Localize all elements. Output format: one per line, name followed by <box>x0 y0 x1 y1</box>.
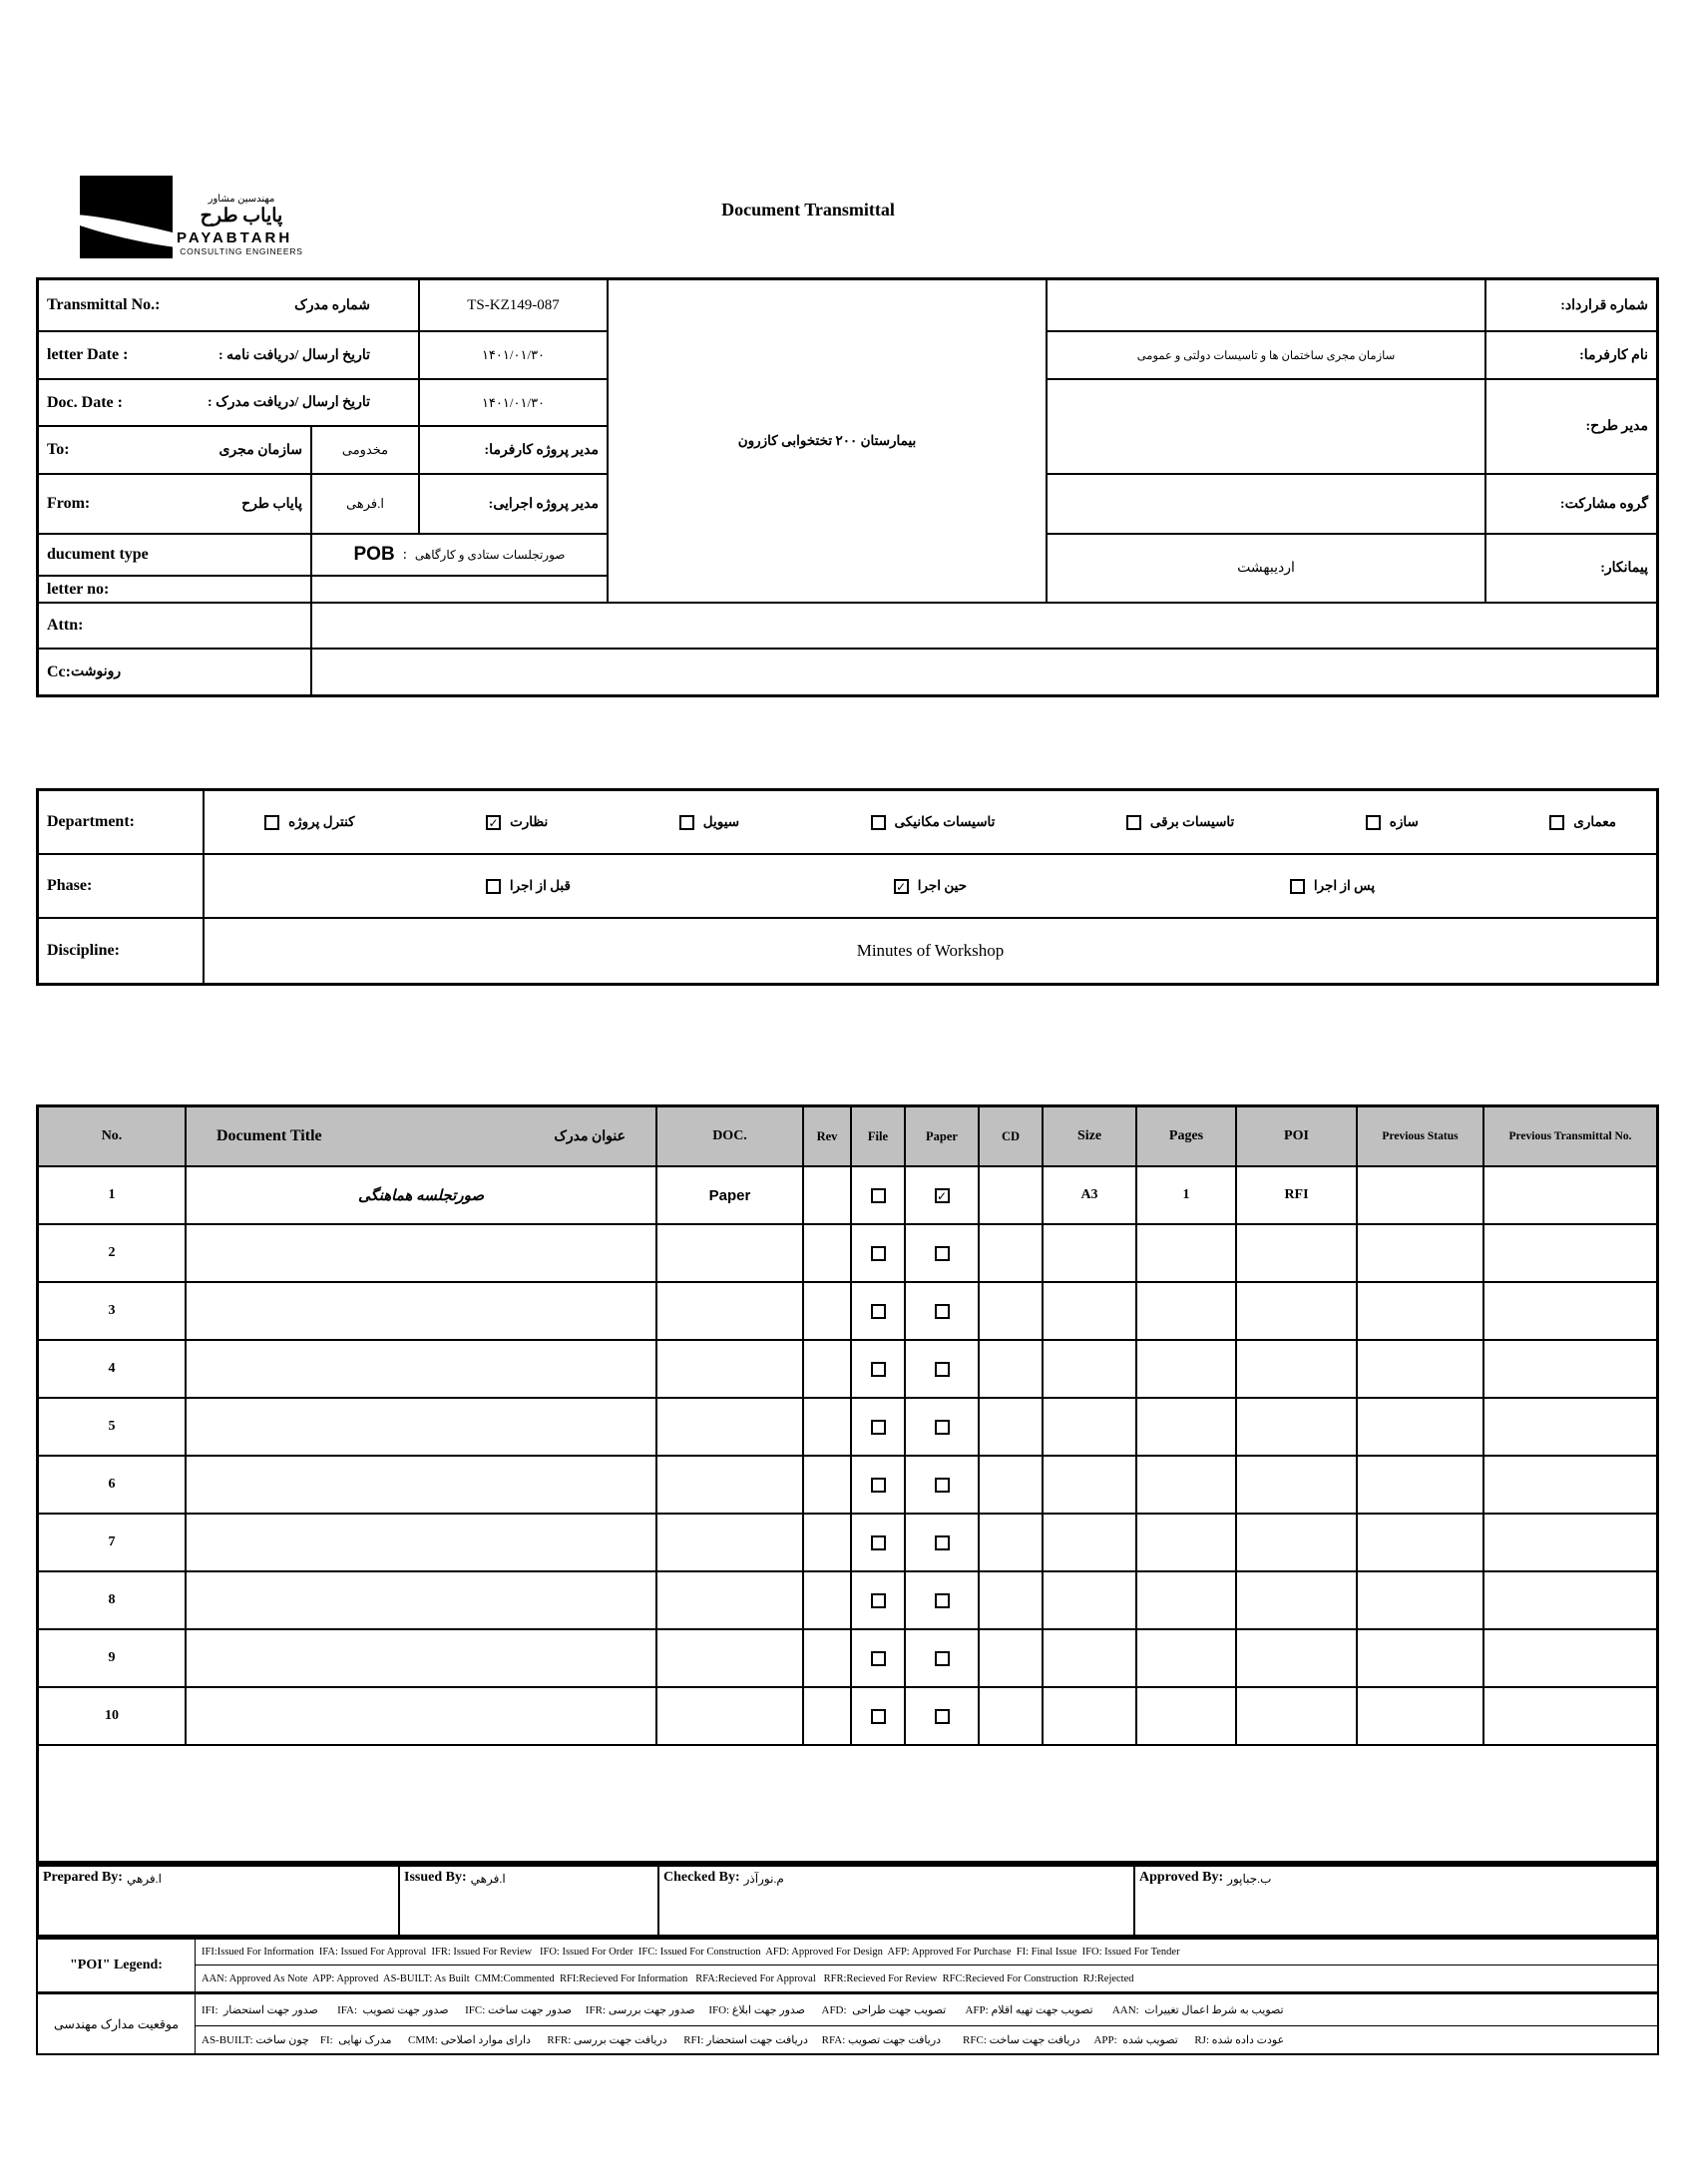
department-label: Department: <box>39 791 203 853</box>
doc-type-label: ducument type <box>39 535 310 575</box>
file-checkbox-icon[interactable] <box>871 1246 886 1261</box>
row-size: A3 <box>1044 1167 1135 1223</box>
row-paper-cell <box>906 1341 978 1397</box>
prepared-by-name: ا.فرهي <box>126 1872 163 1886</box>
dept-electrical[interactable]: تاسيسات برقی <box>1126 814 1234 830</box>
row-size <box>1044 1399 1135 1455</box>
contractor-value: ارديبهشت <box>1048 535 1484 602</box>
poi-legend-fa-row2: AS-BUILT: چون ساخت FI: مدرک نهايی CMM: دارای موارد اصلاحی RFR: دريافت جهت بررسی RFI: دريافت جهت استحضار RFA: دريافت جهت تصويب RFC: دريافت جهت ساخت APP: تصويب شده RJ: عودت داده شده <box>196 2026 1657 2053</box>
row-poi <box>1237 1515 1356 1570</box>
poi-legend-fa-row1: IFI: صدور جهت استحضار IFA: صدور جهت تصويب IFC: صدور جهت ساخت IFR: صدور جهت بررسی IFO: صدور جهت ابلاغ AFD: تصويب جهت طراحی AFP: تصويب جهت تهيه اقلام AAN: تصويب به شرط اعمال تغييرات <box>196 1992 1657 2025</box>
row-poi <box>1237 1688 1356 1744</box>
row-title <box>187 1457 655 1513</box>
checkbox-icon[interactable] <box>486 879 501 894</box>
client-pm-label: مدير پروژه کارفرما: <box>420 427 607 473</box>
row-file-cell <box>852 1457 904 1513</box>
row-rev <box>804 1399 850 1455</box>
row-pages <box>1137 1457 1235 1513</box>
transmittal-no-value: TS-KZ149-087 <box>420 280 607 330</box>
doc-status-label-fa: موقعيت مدارک مهندسی <box>38 1992 195 2053</box>
file-checkbox-icon[interactable] <box>871 1478 886 1493</box>
attn-value <box>312 604 1656 648</box>
paper-checkbox-icon[interactable] <box>935 1304 950 1319</box>
checkbox-icon[interactable] <box>871 815 886 830</box>
row-paper-cell <box>906 1515 978 1570</box>
dept-architecture[interactable]: معماری <box>1549 814 1616 830</box>
file-checkbox-icon[interactable] <box>871 1709 886 1724</box>
poi-legend-label: "POI" Legend: <box>38 1940 195 1991</box>
row-pages <box>1137 1399 1235 1455</box>
row-file-cell <box>852 1167 904 1223</box>
letter-date-label: letter Date : تاريخ ارسال /دريافت نامه : <box>39 332 418 378</box>
row-file-cell <box>852 1399 904 1455</box>
col-header-prev-status: Previous Status <box>1358 1107 1482 1165</box>
row-no: 10 <box>39 1688 185 1744</box>
row-cd <box>980 1457 1042 1513</box>
checkbox-icon[interactable] <box>1366 815 1381 830</box>
col-header-rev: Rev <box>804 1107 850 1165</box>
paper-checkbox-icon[interactable] <box>935 1478 950 1493</box>
row-rev <box>804 1630 850 1686</box>
row-prev-status <box>1358 1630 1482 1686</box>
paper-checkbox-icon[interactable] <box>935 1651 950 1666</box>
row-rev <box>804 1341 850 1397</box>
row-paper-cell <box>906 1688 978 1744</box>
row-file-cell <box>852 1341 904 1397</box>
row-pages <box>1137 1688 1235 1744</box>
row-no: 3 <box>39 1283 185 1339</box>
row-doc <box>657 1457 802 1513</box>
checked-by-name: م.نورآذر <box>743 1872 784 1886</box>
row-no: 7 <box>39 1515 185 1570</box>
row-no: 5 <box>39 1399 185 1455</box>
remarks-empty-row <box>39 1746 1656 1861</box>
cc-label: Cc: رونوشت <box>39 650 310 694</box>
row-prev-transmittal <box>1484 1283 1656 1339</box>
discipline-value: Minutes of Workshop <box>205 919 1656 983</box>
issued-by-name: ا.فرهي <box>470 1872 506 1886</box>
logo-en-name: PAYABTARH <box>177 229 293 246</box>
row-rev <box>804 1688 850 1744</box>
row-rev <box>804 1572 850 1628</box>
row-doc <box>657 1283 802 1339</box>
row-rev <box>804 1457 850 1513</box>
checkbox-icon[interactable] <box>679 815 694 830</box>
dept-project-control[interactable]: کنترل پروژه <box>264 814 355 830</box>
row-poi <box>1237 1572 1356 1628</box>
col-header-prev-transmittal: Previous Transmittal No. <box>1484 1107 1656 1165</box>
col-header-no: No. <box>39 1107 185 1165</box>
phase-label: Phase: <box>39 855 203 917</box>
checkbox-icon[interactable] <box>1549 815 1564 830</box>
page-title: Document Transmittal <box>721 200 895 219</box>
row-paper-cell <box>906 1225 978 1281</box>
discipline-label: Discipline: <box>39 919 203 983</box>
contract-no-label: شماره قرارداد: <box>1486 280 1656 330</box>
phase-before-execution[interactable]: قبل از اجرا <box>486 878 571 894</box>
from-person: ا.فرهی <box>312 475 418 533</box>
row-title <box>187 1688 655 1744</box>
row-size <box>1044 1225 1135 1281</box>
row-file-cell <box>852 1572 904 1628</box>
row-poi <box>1237 1399 1356 1455</box>
row-poi <box>1237 1341 1356 1397</box>
row-size <box>1044 1688 1135 1744</box>
checkbox-icon[interactable] <box>894 879 909 894</box>
row-prev-status <box>1358 1341 1482 1397</box>
row-size <box>1044 1457 1135 1513</box>
paper-checkbox-icon[interactable] <box>935 1420 950 1435</box>
checkbox-icon[interactable] <box>1126 815 1141 830</box>
file-checkbox-icon[interactable] <box>871 1188 886 1203</box>
row-cd <box>980 1283 1042 1339</box>
paper-checkbox-icon[interactable] <box>935 1362 950 1377</box>
row-size <box>1044 1341 1135 1397</box>
paper-checkbox-icon[interactable] <box>935 1246 950 1261</box>
file-checkbox-icon[interactable] <box>871 1304 886 1319</box>
checkbox-icon[interactable] <box>1290 879 1305 894</box>
dept-mechanical[interactable]: تاسيسات مکانيکی <box>871 814 996 830</box>
row-rev <box>804 1515 850 1570</box>
row-pages <box>1137 1283 1235 1339</box>
row-pages <box>1137 1225 1235 1281</box>
row-poi <box>1237 1630 1356 1686</box>
row-prev-status <box>1358 1283 1482 1339</box>
row-paper-cell <box>906 1630 978 1686</box>
row-file-cell <box>852 1630 904 1686</box>
col-header-pages: Pages <box>1137 1107 1235 1165</box>
letter-date-value: ۱۴۰۱/۰۱/۳۰ <box>420 332 607 378</box>
doc-date-value: ۱۴۰۱/۰۱/۳۰ <box>420 380 607 425</box>
exec-pm-label: مدير پروژه اجرايی: <box>420 475 607 533</box>
row-prev-transmittal <box>1484 1167 1656 1223</box>
row-size <box>1044 1515 1135 1570</box>
row-prev-transmittal <box>1484 1399 1656 1455</box>
approved-by-cell: Approved By: ب.جباپور <box>1135 1867 1656 1935</box>
poi-legend-en-row1: IFI:Issued For Information IFA: Issued For Approval IFR: Issued For Review IFO: Issued For Order IFC: Issued For Construction AFD: Approved For Design AFP: Approved For Purchase FI: Final Issue IFO: Issued For Tender <box>196 1940 1657 1965</box>
cc-value <box>312 650 1656 694</box>
row-prev-transmittal <box>1484 1515 1656 1570</box>
design-manager-label: مدير طرح: <box>1486 380 1656 473</box>
row-doc <box>657 1225 802 1281</box>
file-checkbox-icon[interactable] <box>871 1651 886 1666</box>
row-pages <box>1137 1572 1235 1628</box>
paper-checkbox-icon[interactable] <box>935 1709 950 1724</box>
documents-table <box>36 1104 1659 1864</box>
contractor-label: پيمانکار: <box>1486 535 1656 602</box>
row-poi <box>1237 1283 1356 1339</box>
phase-during-execution[interactable]: ✓ حين اجرا <box>894 878 967 894</box>
row-cd <box>980 1167 1042 1223</box>
to-row: To: سازمان مجری <box>39 427 310 473</box>
col-header-poi: POI <box>1237 1107 1356 1165</box>
row-prev-transmittal <box>1484 1630 1656 1686</box>
client-name-value: سازمان مجری ساختمان ها و تاسيسات دولتی و عمومی <box>1048 332 1484 378</box>
dept-supervision[interactable]: ✓ نظارت <box>486 814 548 830</box>
prepared-by-cell: Prepared By: ا.فرهي <box>39 1867 398 1935</box>
from-value: پاياب طرح <box>241 496 302 512</box>
col-header-title: Document Title عنوان مدرک <box>187 1107 655 1165</box>
row-prev-status <box>1358 1399 1482 1455</box>
row-no: 4 <box>39 1341 185 1397</box>
row-no: 6 <box>39 1457 185 1513</box>
row-doc <box>657 1515 802 1570</box>
row-prev-transmittal <box>1484 1688 1656 1744</box>
client-name-label: نام کارفرما: <box>1486 332 1656 378</box>
row-cd <box>980 1572 1042 1628</box>
row-doc: Paper <box>657 1167 802 1223</box>
row-cd <box>980 1688 1042 1744</box>
row-prev-transmittal <box>1484 1457 1656 1513</box>
checkbox-icon[interactable] <box>486 815 501 830</box>
col-header-paper: Paper <box>906 1107 978 1165</box>
row-pages: 1 <box>1137 1167 1235 1223</box>
from-row: From: پاياب طرح <box>39 475 310 533</box>
partnership-label: گروه مشارکت: <box>1486 475 1656 533</box>
to-person: مخدومی <box>312 427 418 473</box>
file-checkbox-icon[interactable] <box>871 1420 886 1435</box>
attn-label: Attn: <box>39 604 310 648</box>
row-title <box>187 1225 655 1281</box>
row-title <box>187 1399 655 1455</box>
row-size <box>1044 1283 1135 1339</box>
row-rev <box>804 1283 850 1339</box>
row-file-cell <box>852 1515 904 1570</box>
logo-en-tagline: CONSULTING ENGINEERS <box>180 246 303 256</box>
row-prev-status <box>1358 1688 1482 1744</box>
col-header-cd: CD <box>980 1107 1042 1165</box>
file-checkbox-icon[interactable] <box>871 1362 886 1377</box>
row-prev-status <box>1358 1457 1482 1513</box>
row-title: صورتجلسه هماهنگی <box>187 1167 655 1223</box>
row-prev-status <box>1358 1167 1482 1223</box>
dept-structure[interactable]: سازه <box>1366 814 1419 830</box>
signatures-table <box>36 1864 1659 1938</box>
row-title <box>187 1283 655 1339</box>
row-poi <box>1237 1457 1356 1513</box>
letter-no-value <box>312 577 607 602</box>
transmittal-no-label: Transmittal No.: شماره مدرک <box>39 280 418 330</box>
paper-checkbox-icon[interactable] <box>935 1593 950 1608</box>
file-checkbox-icon[interactable] <box>871 1535 886 1550</box>
row-doc <box>657 1630 802 1686</box>
row-title <box>187 1341 655 1397</box>
row-doc <box>657 1341 802 1397</box>
row-cd <box>980 1515 1042 1570</box>
row-doc <box>657 1399 802 1455</box>
row-poi: RFI <box>1237 1167 1356 1223</box>
row-paper-cell <box>906 1457 978 1513</box>
row-file-cell <box>852 1225 904 1281</box>
row-paper-cell <box>906 1399 978 1455</box>
row-no: 1 <box>39 1167 185 1223</box>
classification-table <box>36 788 1659 986</box>
row-title <box>187 1630 655 1686</box>
partnership-value <box>1048 475 1484 533</box>
checkbox-icon[interactable] <box>264 815 279 830</box>
approved-by-name: ب.جباپور <box>1227 1872 1272 1886</box>
project-name: بيمارستان ۲۰۰ تختخوابی کازرون <box>609 280 1046 602</box>
paper-checkbox-icon[interactable] <box>935 1188 950 1203</box>
col-header-file: File <box>852 1107 904 1165</box>
transmittal-info-table <box>36 277 1659 697</box>
row-rev <box>804 1225 850 1281</box>
file-checkbox-icon[interactable] <box>871 1593 886 1608</box>
row-prev-transmittal <box>1484 1572 1656 1628</box>
letter-no-label: letter no: <box>39 577 310 602</box>
row-prev-status <box>1358 1572 1482 1628</box>
issued-by-cell: Issued By: ا.فرهي <box>400 1867 657 1935</box>
row-title <box>187 1572 655 1628</box>
phase-after-execution[interactable]: پس از اجرا <box>1290 878 1375 894</box>
phase-options <box>205 855 1656 917</box>
row-file-cell <box>852 1283 904 1339</box>
row-paper-cell <box>906 1283 978 1339</box>
row-no: 8 <box>39 1572 185 1628</box>
row-cd <box>980 1630 1042 1686</box>
row-file-cell <box>852 1688 904 1744</box>
row-no: 2 <box>39 1225 185 1281</box>
contract-no-value <box>1048 280 1484 330</box>
dept-civil[interactable]: سيويل <box>679 814 739 830</box>
row-rev <box>804 1167 850 1223</box>
row-prev-status <box>1358 1515 1482 1570</box>
row-size <box>1044 1630 1135 1686</box>
row-poi <box>1237 1225 1356 1281</box>
row-prev-transmittal <box>1484 1341 1656 1397</box>
logo-fa-tagline: مهندسين مشاور <box>208 194 275 205</box>
to-value: سازمان مجری <box>218 442 302 458</box>
logo-fa-name: پاياب طرح <box>200 206 283 226</box>
doc-type-value: POB : صورتجلسات ستادی و کارگاهی <box>312 535 607 575</box>
col-header-doc: DOC. <box>657 1107 802 1165</box>
row-paper-cell <box>906 1572 978 1628</box>
poi-legend-en-row2: AAN: Approved As Note APP: Approved AS-BUILT: As Built CMM:Commented RFI:Recieved For Information RFA:Recieved For Approval RFR:Recieved For Review RFC:Recieved For Construction RJ:Rejected <box>196 1966 1657 1991</box>
row-doc <box>657 1688 802 1744</box>
row-pages <box>1137 1630 1235 1686</box>
poi-legend-table <box>36 1938 1659 2055</box>
row-pages <box>1137 1515 1235 1570</box>
row-title <box>187 1515 655 1570</box>
row-no: 9 <box>39 1630 185 1686</box>
row-size <box>1044 1572 1135 1628</box>
row-paper-cell <box>906 1167 978 1223</box>
row-doc <box>657 1572 802 1628</box>
paper-checkbox-icon[interactable] <box>935 1535 950 1550</box>
row-cd <box>980 1225 1042 1281</box>
doc-date-label: Doc. Date : تاريخ ارسال /دريافت مدرک : <box>39 380 418 425</box>
row-cd <box>980 1399 1042 1455</box>
row-prev-status <box>1358 1225 1482 1281</box>
row-cd <box>980 1341 1042 1397</box>
row-prev-transmittal <box>1484 1225 1656 1281</box>
department-options <box>205 791 1656 853</box>
design-manager-value <box>1048 380 1484 473</box>
col-header-size: Size <box>1044 1107 1135 1165</box>
row-pages <box>1137 1341 1235 1397</box>
checked-by-cell: Checked By: م.نورآذر <box>659 1867 1133 1935</box>
